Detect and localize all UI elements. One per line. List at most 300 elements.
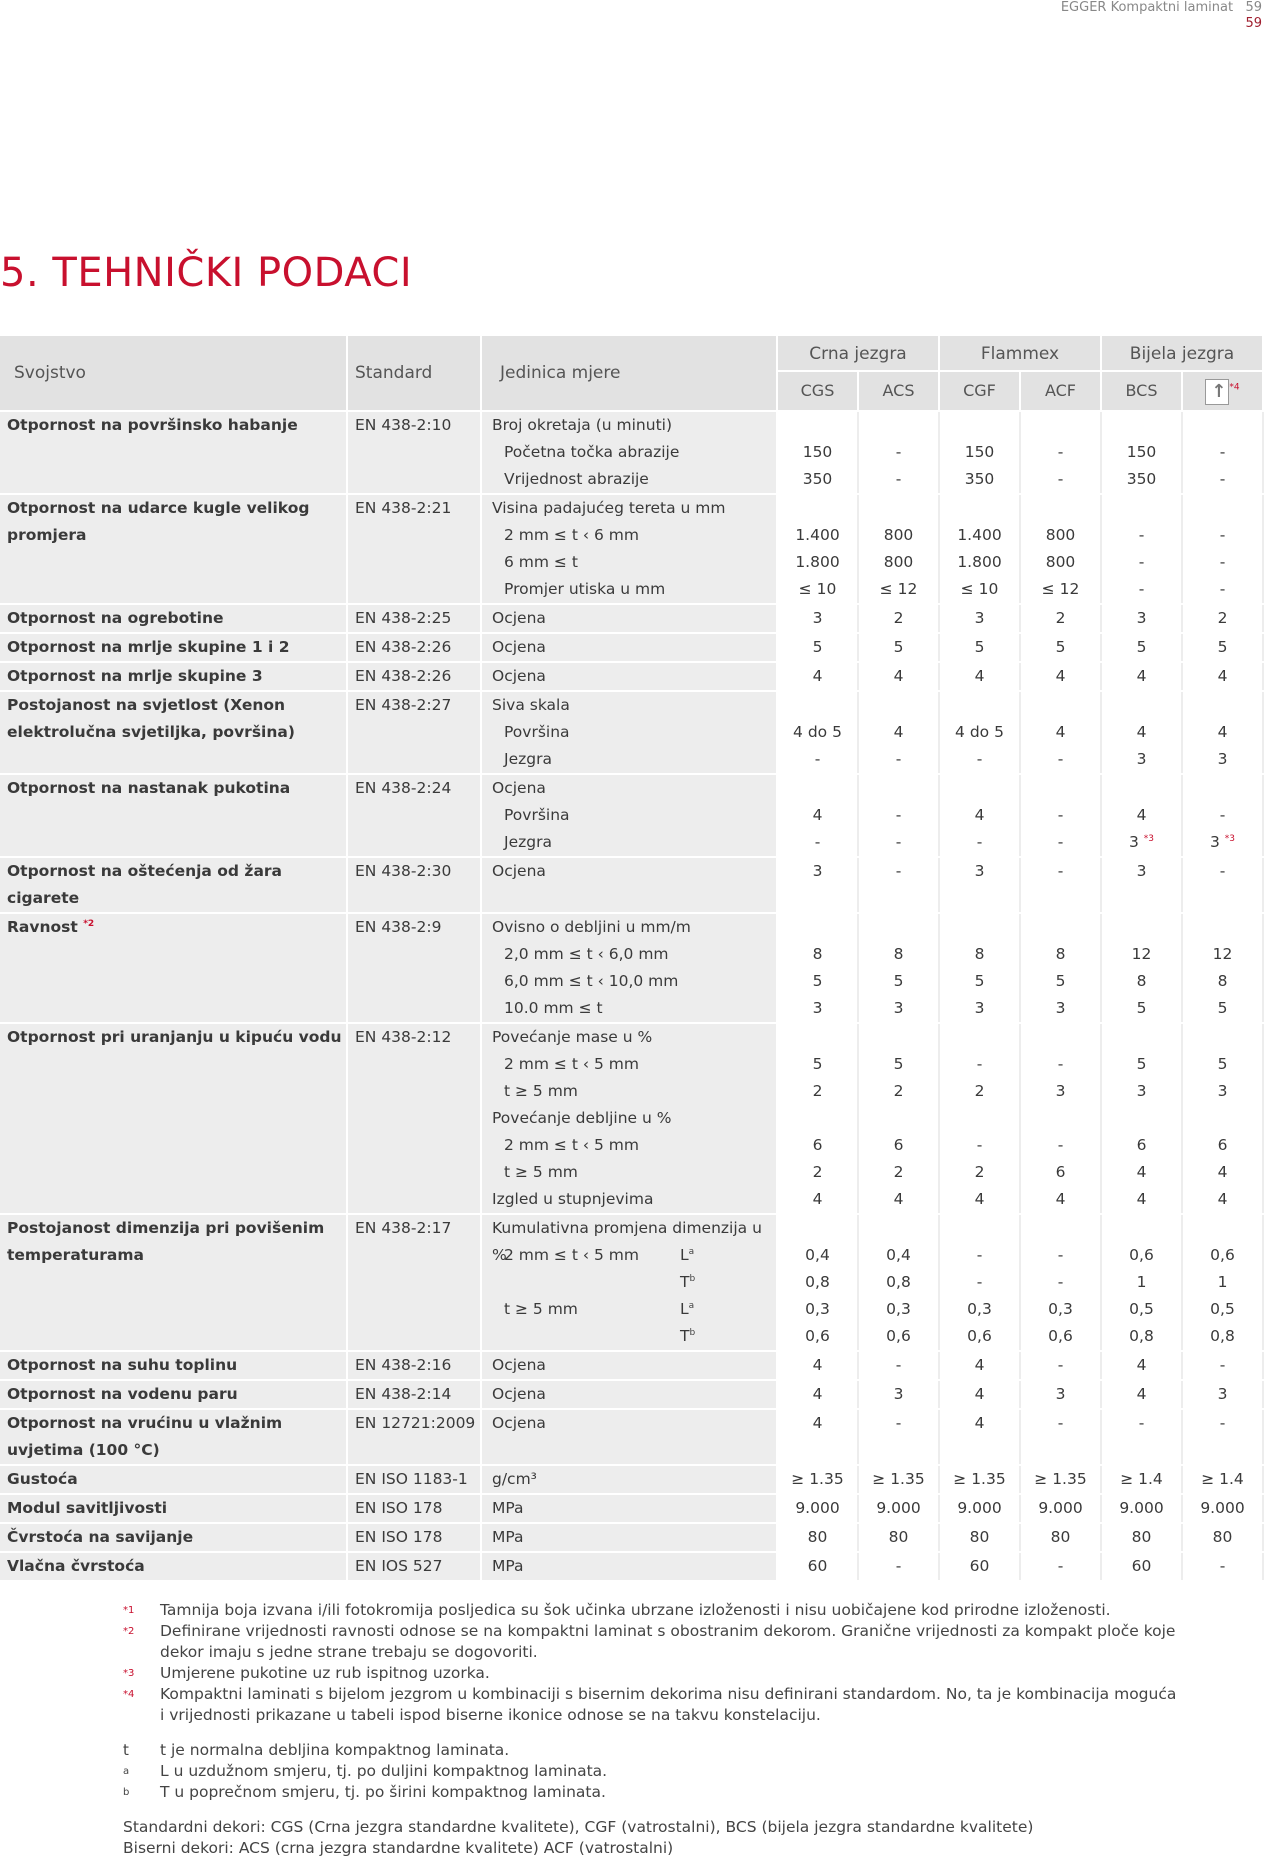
unit-cell: [482, 634, 778, 661]
value-cell: [778, 775, 859, 856]
footnote-mark: *2: [83, 918, 95, 929]
table-row: [0, 1464, 1264, 1493]
value: [1183, 412, 1262, 439]
value: 4: [974, 1385, 985, 1403]
value: [1021, 914, 1100, 941]
value: -: [895, 470, 902, 488]
value: ≥ 1.4: [1201, 1470, 1244, 1488]
footnote: [123, 1600, 1180, 1621]
unit-cell: [482, 692, 778, 773]
value: [940, 412, 1019, 439]
value-cell: [859, 1553, 940, 1580]
value-cell: [859, 605, 940, 632]
unit-cell: [482, 775, 778, 856]
value: ≥ 1.35: [1034, 1470, 1087, 1488]
unit-line-label: [504, 1323, 680, 1350]
value-cell: [1183, 775, 1264, 856]
value: 5: [893, 638, 904, 656]
value: [778, 775, 857, 802]
value: [859, 692, 938, 719]
value: 4: [1136, 806, 1147, 824]
value: 80: [1212, 1528, 1233, 1546]
value: 6: [1055, 1163, 1066, 1181]
value: 1.800: [795, 553, 840, 571]
value: [859, 914, 938, 941]
unit-line: Početna točka abrazije: [504, 443, 680, 461]
value: [1021, 1215, 1100, 1242]
value-cell: [1021, 914, 1102, 1022]
table-row: [0, 1022, 1264, 1213]
standard-code: EN 438-2:25: [348, 605, 482, 632]
value: -: [976, 750, 983, 768]
value: [940, 692, 1019, 719]
value: -: [895, 862, 902, 880]
value: 4: [812, 1385, 823, 1403]
value: 5: [1055, 972, 1066, 990]
value: 12: [1131, 945, 1152, 963]
property-name: Otpornost na vodenu paru: [0, 1381, 348, 1408]
value-cell: [778, 1381, 859, 1408]
value: 4: [1136, 723, 1147, 741]
value: 0,3: [967, 1300, 992, 1318]
value: [1021, 775, 1100, 802]
value: 4: [974, 1356, 985, 1374]
value: -: [1057, 862, 1064, 880]
value: -: [1219, 526, 1226, 544]
unit-line: MPa: [492, 1557, 524, 1575]
property-name: Čvrstoća na savijanje: [0, 1524, 348, 1551]
value: -: [1138, 580, 1145, 598]
unit-cell: [482, 412, 778, 493]
value-cell: [1183, 914, 1264, 1022]
value: -: [1138, 526, 1145, 544]
table-row: [0, 690, 1264, 773]
value: [1102, 692, 1181, 719]
group-black-core: Crna jezgra: [778, 336, 940, 370]
unit-cell: [482, 1466, 778, 1493]
value: [940, 495, 1019, 522]
value-cell: [1021, 1410, 1102, 1464]
col-cgs: CGS: [778, 372, 859, 410]
property-name: Postojanost dimenzija pri povišenim temperaturama: [0, 1215, 348, 1350]
value-cell: [859, 663, 940, 690]
value: 0,6: [967, 1327, 992, 1345]
value-cell: [1021, 412, 1102, 493]
value: 4: [1217, 1163, 1228, 1181]
value: -: [976, 1273, 983, 1291]
value-cell: [940, 1524, 1021, 1551]
table-row: [0, 493, 1264, 603]
value: 2: [812, 1082, 823, 1100]
value: [1102, 1024, 1181, 1051]
value-cell: [1021, 495, 1102, 603]
value: 3: [812, 999, 823, 1017]
col-pearl: [1183, 372, 1264, 410]
footnote: [123, 1782, 1180, 1803]
standard-code: EN 12721:2009: [348, 1410, 482, 1464]
unit-cell: [482, 1410, 778, 1464]
value-cell: [859, 914, 940, 1022]
value: -: [1057, 1055, 1064, 1073]
value-cell: [1183, 692, 1264, 773]
value-cell: [859, 1410, 940, 1464]
page-header: [1061, 0, 1262, 32]
footnote-mark: *3: [123, 1668, 135, 1679]
value: -: [1219, 580, 1226, 598]
unit-cell: [482, 914, 778, 1022]
value: 9.000: [1200, 1499, 1245, 1517]
value: 800: [1045, 553, 1076, 571]
unit-cell: [482, 858, 778, 912]
value: 4: [812, 806, 823, 824]
value-cell: [778, 1524, 859, 1551]
value: -: [1057, 806, 1064, 824]
unit-cell: [482, 1524, 778, 1551]
unit-line: Broj okretaja (u minuti): [492, 416, 672, 434]
value-cell: [1021, 663, 1102, 690]
value-cell: [1102, 412, 1183, 493]
value: 5: [1217, 1055, 1228, 1073]
value: 0,3: [886, 1300, 911, 1318]
value: 2: [812, 1163, 823, 1181]
value: -: [895, 833, 902, 851]
table-row: [0, 1408, 1264, 1464]
unit-line: t ≥ 5 mm: [504, 1082, 578, 1100]
unit-line: Kumulativna promjena dimenzija u %: [492, 1219, 762, 1264]
value: 4: [1055, 667, 1066, 685]
property-name: Otpornost na suhu toplinu: [0, 1352, 348, 1379]
value: [778, 495, 857, 522]
property-name: Gustoća: [0, 1466, 348, 1493]
value: 4: [1136, 1190, 1147, 1208]
value: 3: [893, 999, 904, 1017]
value-cell: [859, 1215, 940, 1350]
value-cell: [940, 605, 1021, 632]
value: 0,5: [1129, 1300, 1154, 1318]
value: 4: [1217, 723, 1228, 741]
unit-line: Izgled u stupnjevima: [492, 1190, 654, 1208]
value-cell: [1183, 663, 1264, 690]
value: [1102, 1105, 1181, 1132]
standard-code: EN 438-2:21: [348, 495, 482, 603]
table-row: [0, 1350, 1264, 1379]
value-cell: [1021, 692, 1102, 773]
unit-line: Jezgra: [504, 833, 552, 851]
value: 4: [1217, 1190, 1228, 1208]
value: 0,3: [805, 1300, 830, 1318]
value-cell: [1021, 1024, 1102, 1213]
footnote-text: Definirane vrijednosti ravnosti odnose se na kompaktni laminat s obostranim dekorom. Granične vrijednosti za kompakt ploče koje dekor imaju s jedne strane trebaju se dogovoriti.: [160, 1622, 1176, 1661]
pearl-footnote-mark: *4: [1229, 382, 1240, 393]
value: 4: [1136, 1385, 1147, 1403]
value: 5: [893, 1055, 904, 1073]
header-property: Svojstvo: [0, 336, 348, 410]
value-cell: [859, 858, 940, 912]
value-cell: [859, 634, 940, 661]
footnote: [123, 1621, 1180, 1663]
value: 60: [969, 1557, 990, 1575]
value-cell: [1183, 634, 1264, 661]
value-cell: [940, 1553, 1021, 1580]
value: 4: [1136, 667, 1147, 685]
value: [859, 1105, 938, 1132]
value-cell: [1183, 1215, 1264, 1350]
unit-line: Promjer utiska u mm: [504, 580, 666, 598]
value: 2: [974, 1163, 985, 1181]
unit-line: [482, 1323, 776, 1350]
value: 350: [964, 470, 995, 488]
value: 4: [1217, 667, 1228, 685]
value: -: [976, 833, 983, 851]
value: 5: [1136, 1055, 1147, 1073]
value: [1183, 1215, 1262, 1242]
value-cell: [940, 1495, 1021, 1522]
table-row: [0, 632, 1264, 661]
value-cell: [1183, 495, 1264, 603]
value: 1.800: [957, 553, 1002, 571]
unit-cell: [482, 1024, 778, 1213]
unit-line: Vrijednost abrazije: [504, 470, 649, 488]
unit-line: t ≥ 5 mm: [504, 1163, 578, 1181]
footnote-text: Umjerene pukotine uz rub ispitnog uzorka.: [160, 1664, 490, 1682]
property-name: Otpornost na vrućinu u vlažnim uvjetima (100 °C): [0, 1410, 348, 1464]
value: 8: [1217, 972, 1228, 990]
value: -: [976, 1136, 983, 1154]
value: 3: [1136, 1082, 1147, 1100]
value: 0,3: [1048, 1300, 1073, 1318]
pearl-icon: [1205, 379, 1229, 405]
value: -: [1219, 1356, 1226, 1374]
value: [1183, 495, 1262, 522]
value: [940, 1024, 1019, 1051]
unit-line: Siva skala: [492, 696, 570, 714]
value-cell: [940, 412, 1021, 493]
unit-line: g/cm³: [492, 1470, 537, 1488]
value: [778, 412, 857, 439]
value: 1: [1217, 1273, 1228, 1291]
value: -: [976, 1246, 983, 1264]
value-cell: [1102, 1381, 1183, 1408]
value: -: [1057, 1356, 1064, 1374]
value: -: [895, 1557, 902, 1575]
standard-code: EN 438-2:17: [348, 1215, 482, 1350]
value: -: [1219, 862, 1226, 880]
value-cell: [778, 1215, 859, 1350]
page-title: 5. TEHNIČKI PODACI: [0, 250, 413, 296]
page-number-top: 59: [1245, 0, 1262, 15]
table-row: [0, 773, 1264, 856]
value: 3: [1055, 999, 1066, 1017]
unit-line: Ocjena: [492, 638, 546, 656]
value-cell: [1102, 634, 1183, 661]
value: 9.000: [795, 1499, 840, 1517]
value: -: [814, 750, 821, 768]
value-cell: [859, 495, 940, 603]
footnote-mark: *3: [1143, 833, 1155, 844]
unit-cell: [482, 1215, 778, 1350]
value-cell: [1183, 1410, 1264, 1464]
value-cell: [1021, 634, 1102, 661]
value: 800: [1045, 526, 1076, 544]
table-row: [0, 856, 1264, 912]
value: 3: [1217, 1385, 1228, 1403]
value-cell: [1021, 775, 1102, 856]
value-cell: [1102, 1553, 1183, 1580]
header-unit: Jedinica mjere: [482, 336, 778, 410]
value-cell: [1021, 1352, 1102, 1379]
value-cell: [1183, 1466, 1264, 1493]
tech-data-table: [0, 336, 1264, 1580]
property-name: Otpornost na udarce kugle velikog promjera: [0, 495, 348, 603]
value: 8: [974, 945, 985, 963]
value: 60: [1131, 1557, 1152, 1575]
legend-list: [123, 1740, 1180, 1803]
value: -: [1219, 806, 1226, 824]
value: ≥ 1.4: [1120, 1470, 1163, 1488]
table-row: [0, 1551, 1264, 1580]
value: 350: [802, 470, 833, 488]
footnote-mark: a: [123, 1766, 130, 1777]
value: 4: [812, 1356, 823, 1374]
standard-code: EN ISO 1183-1: [348, 1466, 482, 1493]
standard-code: EN 438-2:14: [348, 1381, 482, 1408]
standard-code: EN IOS 527: [348, 1553, 482, 1580]
value: ≤ 10: [960, 580, 999, 598]
footnote-text: T u poprečnom smjeru, tj. po širini kompaktnog laminata.: [160, 1783, 606, 1801]
value-cell: [859, 692, 940, 773]
value: 60: [807, 1557, 828, 1575]
value: 3: [974, 862, 985, 880]
value: ≥ 1.35: [953, 1470, 1006, 1488]
value: [1102, 1215, 1181, 1242]
value-cell: [1021, 1495, 1102, 1522]
value: [1021, 495, 1100, 522]
value-cell: [778, 605, 859, 632]
value: [1021, 412, 1100, 439]
footnote: [123, 1663, 1180, 1684]
unit-line: Ocjena: [492, 609, 546, 627]
value: 5: [1217, 638, 1228, 656]
value: 4: [1055, 723, 1066, 741]
value: 9.000: [957, 1499, 1002, 1517]
value: -: [1057, 1414, 1064, 1432]
value: 80: [1050, 1528, 1071, 1546]
property-name: Modul savitljivosti: [0, 1495, 348, 1522]
value: 5: [812, 972, 823, 990]
footnote-text: Kompaktni laminati s bijelom jezgrom u kombinaciji s bisernim dekorima nisu definirani standardom. No, ta je kombinacija moguća i vrijednosti prikazane u tabeli ispod biserne ikonice odnose se na takvu konstelaciju.: [160, 1685, 1177, 1724]
value: 0,8: [886, 1273, 911, 1291]
unit-cell: [482, 1381, 778, 1408]
value-cell: [1102, 605, 1183, 632]
unit-line: [482, 1269, 776, 1296]
unit-cell: [482, 1495, 778, 1522]
table-row: [0, 1493, 1264, 1522]
value-cell: [778, 1553, 859, 1580]
value: 2: [893, 1082, 904, 1100]
value: [859, 1215, 938, 1242]
unit-line: 2 mm ≤ t ‹ 6 mm: [504, 526, 639, 544]
group-white-core: Bijela jezgra: [1102, 336, 1264, 370]
footnote-text: t je normalna debljina kompaktnog laminata.: [160, 1741, 510, 1759]
direction-label: $T^b$: [680, 1273, 696, 1291]
value: 150: [1126, 443, 1157, 461]
unit-line-label: [504, 1269, 680, 1296]
unit-line: Ocjena: [492, 1385, 546, 1403]
value-cell: [940, 495, 1021, 603]
value: 5: [812, 638, 823, 656]
value-cell: [940, 1024, 1021, 1213]
footnote-mark: *3: [1224, 833, 1236, 844]
unit-line: Ocjena: [492, 779, 546, 797]
unit-line: 2 mm ≤ t ‹ 5 mm: [504, 1055, 639, 1073]
value: 0,8: [805, 1273, 830, 1291]
property-name: Ravnost $^{*2}$: [0, 914, 348, 1022]
value-cell: [778, 495, 859, 603]
value-cell: [1183, 1524, 1264, 1551]
value-cell: [1102, 1024, 1183, 1213]
unit-line: MPa: [492, 1528, 524, 1546]
table-body: [0, 410, 1264, 1580]
value: [859, 412, 938, 439]
standard-code: EN 438-2:12: [348, 1024, 482, 1213]
col-acf: ACF: [1021, 372, 1102, 410]
value: 4: [974, 806, 985, 824]
value-cell: [778, 858, 859, 912]
value: 3: [893, 1385, 904, 1403]
value-cell: [778, 663, 859, 690]
value: 0,6: [886, 1327, 911, 1345]
unit-line: 6,0 mm ≤ t ‹ 10,0 mm: [504, 972, 679, 990]
value-cell: [778, 1495, 859, 1522]
value: -: [814, 833, 821, 851]
property-name: Vlačna čvrstoća: [0, 1553, 348, 1580]
footnotes: [123, 1600, 1180, 1859]
unit-line: Jezgra: [504, 750, 552, 768]
col-bcs: BCS: [1102, 372, 1183, 410]
value: 4: [1136, 1356, 1147, 1374]
value-cell: [940, 663, 1021, 690]
value: [1021, 1024, 1100, 1051]
value-cell: [940, 1381, 1021, 1408]
value: 5: [1055, 638, 1066, 656]
value-cell: [1102, 663, 1183, 690]
value: 8: [1136, 972, 1147, 990]
footnote-list: [123, 1600, 1180, 1726]
value: 4: [1136, 1163, 1147, 1181]
value: 2: [1217, 609, 1228, 627]
property-name: Otpornost na mrlje skupine 3: [0, 663, 348, 690]
value-cell: [1183, 1553, 1264, 1580]
value: 2: [893, 609, 904, 627]
value-cell: [1183, 605, 1264, 632]
footnote-text: L u uzdužnom smjeru, tj. po duljini kompaktnog laminata.: [160, 1762, 608, 1780]
value-cell: [940, 858, 1021, 912]
value-cell: [1183, 858, 1264, 912]
unit-line: Ovisno o debljini u mm/m: [492, 918, 691, 936]
value: [940, 914, 1019, 941]
unit-line: 10.0 mm ≤ t: [504, 999, 603, 1017]
value: -: [1057, 1246, 1064, 1264]
unit-line: Ocjena: [492, 1356, 546, 1374]
value: [1183, 1105, 1262, 1132]
value-cell: [940, 692, 1021, 773]
value-cell: [1021, 1553, 1102, 1580]
value-cell: [940, 1215, 1021, 1350]
unit-line-label: 2 mm ≤ t ‹ 5 mm: [504, 1246, 639, 1264]
value: -: [895, 1414, 902, 1432]
value: 2: [893, 1163, 904, 1181]
value: 4 do 5: [793, 723, 842, 741]
